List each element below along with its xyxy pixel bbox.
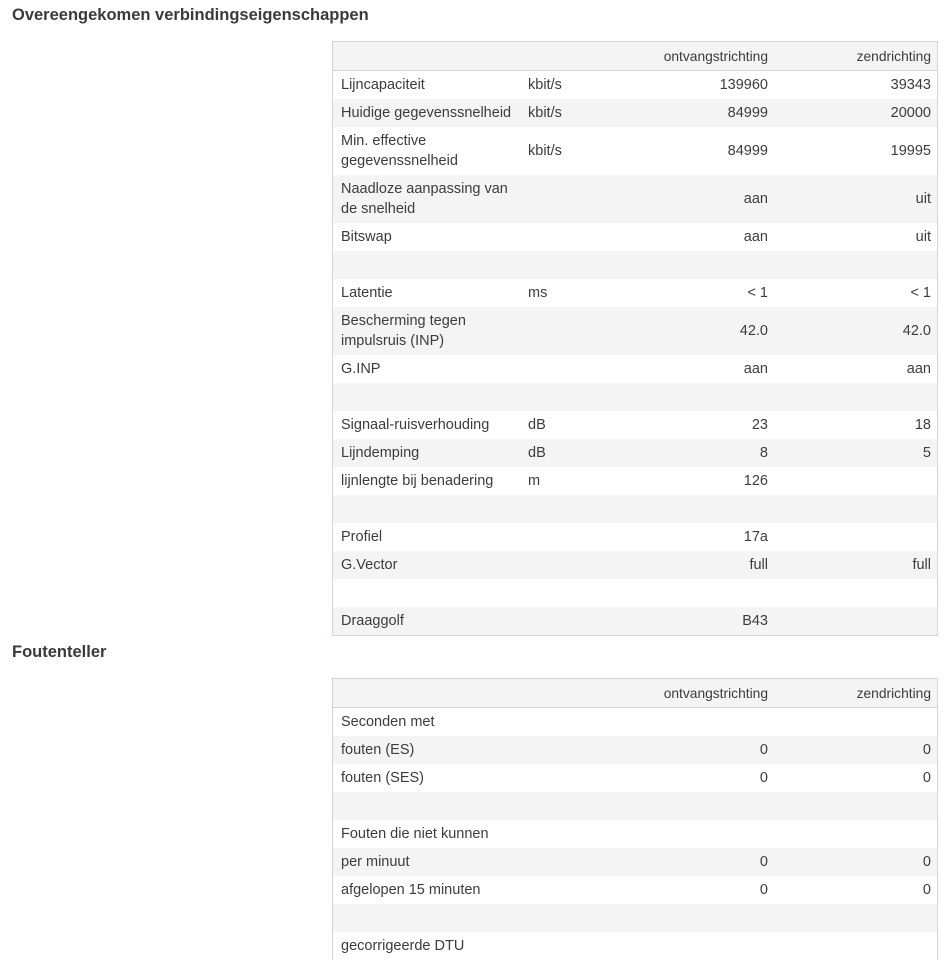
table-row (333, 764, 937, 792)
row-upstream-value: 0 (922, 882, 931, 898)
table-row (333, 523, 937, 551)
row-label: G.Vector (341, 557, 398, 573)
row-label: G.INP (341, 361, 381, 377)
row-downstream-value: 126 (743, 473, 768, 489)
table-header-row (333, 679, 937, 708)
row-label: Huidige gegevenssnelheid (341, 105, 512, 121)
row-label: afgelopen 15 minuten (341, 882, 481, 898)
header-downstream: ontvangstrichting (663, 48, 768, 64)
row-upstream-value: 42.0 (902, 323, 931, 339)
header-upstream: zendrichting (856, 48, 931, 64)
row-downstream-value: 8 (759, 445, 768, 461)
row-downstream-value: full (749, 557, 768, 573)
table-row (333, 607, 937, 635)
table-row (333, 307, 937, 355)
table-row (333, 383, 937, 411)
row-upstream-value: full (912, 557, 931, 573)
row-downstream-value: < 1 (747, 285, 768, 301)
connection-properties-table (332, 41, 938, 636)
section-title-error-counter: Foutenteller (12, 643, 107, 661)
row-unit: dB (528, 445, 546, 461)
row-label: gecorrigeerde DTU (341, 938, 465, 954)
table-row (333, 127, 937, 175)
row-label: Draaggolf (341, 613, 404, 629)
row-downstream-value: B43 (742, 613, 768, 629)
table-row (333, 495, 937, 523)
table-row (333, 223, 937, 251)
table-row (333, 708, 937, 736)
table-row (333, 411, 937, 439)
row-unit: kbit/s (528, 143, 562, 159)
row-label: Naadloze aanpassing van de snelheid (341, 181, 508, 217)
table-header-row (333, 42, 937, 71)
row-upstream-value: 0 (922, 742, 931, 758)
table-row (333, 355, 937, 383)
table-row (333, 251, 937, 279)
row-downstream-value: 0 (759, 742, 768, 758)
table-row (333, 279, 937, 307)
row-upstream-value: aan (906, 361, 931, 377)
table-row (333, 99, 937, 127)
table-row (333, 736, 937, 764)
row-unit: m (528, 473, 541, 489)
row-label: Seconden met (341, 714, 435, 730)
row-downstream-value: 84999 (727, 105, 768, 121)
row-downstream-value: 0 (759, 854, 768, 870)
table-row (333, 175, 937, 223)
row-label: per minuut (341, 854, 410, 870)
table-row (333, 71, 937, 99)
row-upstream-value: uit (915, 191, 931, 207)
row-downstream-value: aan (743, 361, 768, 377)
row-downstream-value: 17a (743, 529, 768, 545)
row-upstream-value: 18 (914, 417, 931, 433)
row-downstream-value: 139960 (719, 77, 768, 93)
row-label: Bitswap (341, 229, 392, 245)
table-row (333, 579, 937, 607)
table-row (333, 932, 937, 960)
header-upstream: zendrichting (856, 685, 931, 701)
row-downstream-value: aan (743, 191, 768, 207)
row-upstream-value: 19995 (890, 143, 931, 159)
table-row (333, 820, 937, 848)
row-label: Lijncapaciteit (341, 77, 425, 93)
row-label: Profiel (341, 529, 383, 545)
header-downstream: ontvangstrichting (663, 685, 768, 701)
row-downstream-value: 23 (751, 417, 768, 433)
row-label: Min. effective gegevenssnelheid (341, 133, 458, 169)
row-label: Latentie (341, 285, 393, 301)
section-title-connection: Overeengekomen verbindingseigenschappen (12, 6, 369, 24)
row-downstream-value: 84999 (727, 143, 768, 159)
row-label: Signaal-ruisverhouding (341, 417, 490, 433)
row-unit: kbit/s (528, 77, 562, 93)
row-label: Bescherming tegen impulsruis (INP) (341, 313, 466, 349)
table-row (333, 876, 937, 904)
row-unit: kbit/s (528, 105, 562, 121)
row-upstream-value: 0 (922, 770, 931, 786)
row-unit: dB (528, 417, 546, 433)
row-label: lijnlengte bij benadering (341, 473, 494, 489)
row-upstream-value: 5 (922, 445, 931, 461)
table-row (333, 792, 937, 820)
table-row (333, 848, 937, 876)
error-counter-table (332, 678, 938, 960)
table-row (333, 904, 937, 932)
row-label: fouten (SES) (341, 770, 425, 786)
row-upstream-value: 0 (922, 854, 931, 870)
row-upstream-value: < 1 (910, 285, 931, 301)
row-downstream-value: 42.0 (739, 323, 768, 339)
row-upstream-value: 20000 (890, 105, 931, 121)
row-unit: ms (528, 285, 548, 301)
row-upstream-value: 39343 (890, 77, 931, 93)
table-row (333, 439, 937, 467)
table-row (333, 551, 937, 579)
table-row (333, 467, 937, 495)
row-downstream-value: 0 (759, 770, 768, 786)
row-upstream-value: uit (915, 229, 931, 245)
row-label: Fouten die niet kunnen (341, 826, 489, 842)
row-label: fouten (ES) (341, 742, 415, 758)
row-downstream-value: aan (743, 229, 768, 245)
row-downstream-value: 0 (759, 882, 768, 898)
row-label: Lijndemping (341, 445, 420, 461)
